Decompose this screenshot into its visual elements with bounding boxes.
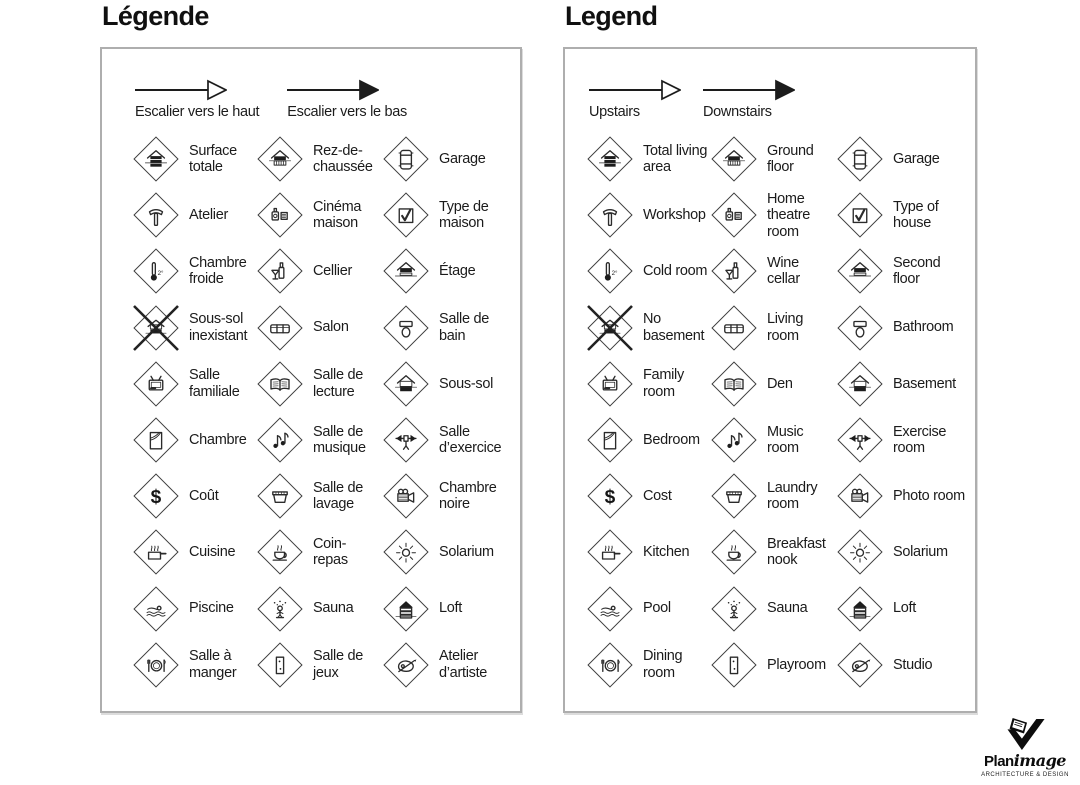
legend-item-label: Studio bbox=[893, 656, 933, 673]
wine-cellar-icon bbox=[708, 245, 760, 297]
planimage-logo-icon bbox=[1002, 717, 1048, 752]
breakfast-nook-icon bbox=[254, 526, 306, 578]
planimage-logo-tagline: ARCHITECTURE & DESIGN bbox=[981, 772, 1069, 778]
legend-item-label: Cost bbox=[643, 487, 672, 504]
legend-item bbox=[130, 583, 254, 635]
upstairs-arrow-label: Upstairs bbox=[589, 104, 640, 120]
legend-item bbox=[834, 583, 975, 635]
legend-item-label: Pool bbox=[643, 600, 671, 617]
dining-room-icon bbox=[584, 639, 636, 691]
legend-item bbox=[834, 133, 975, 185]
legend-item-label: Total living area bbox=[643, 142, 708, 176]
studio-icon bbox=[834, 639, 886, 691]
legend-item bbox=[380, 526, 520, 578]
workshop-icon bbox=[584, 189, 636, 241]
legend-item-label: Rez-de-chaussée bbox=[313, 142, 373, 176]
legend-item-label: Cinéma maison bbox=[313, 198, 362, 232]
bedroom-icon bbox=[130, 414, 182, 466]
legend-item-label: Solarium bbox=[893, 544, 948, 561]
pool-icon bbox=[130, 583, 182, 635]
legend-item bbox=[708, 639, 834, 691]
svg-text:$: $ bbox=[604, 486, 616, 508]
legend-item bbox=[834, 639, 975, 691]
legend-item bbox=[834, 189, 975, 241]
legend-item-label: Exercise room bbox=[893, 423, 947, 457]
loft-icon bbox=[380, 583, 432, 635]
legend-item bbox=[254, 583, 380, 635]
legend-item bbox=[584, 639, 708, 691]
no-basement-icon bbox=[584, 302, 636, 354]
legend-item bbox=[708, 245, 834, 297]
logo-text-plan: Plan bbox=[984, 753, 1014, 770]
breakfast-nook-icon bbox=[708, 526, 760, 578]
legend-item bbox=[834, 470, 975, 522]
legend-item-label: Sauna bbox=[313, 600, 354, 617]
legend-item-label: Chambre bbox=[189, 431, 247, 448]
legend-item bbox=[584, 414, 708, 466]
legend-item-label: Salle de lecture bbox=[313, 367, 363, 400]
legend-item bbox=[584, 133, 708, 185]
basement-icon bbox=[380, 358, 432, 410]
family-room-icon bbox=[584, 358, 636, 410]
svg-text:2°: 2° bbox=[611, 269, 618, 277]
second-floor-icon bbox=[834, 245, 886, 297]
legend-item bbox=[254, 133, 380, 185]
legend-item-label: Atelier d’artiste bbox=[439, 648, 488, 681]
stairs-down-legend bbox=[287, 79, 407, 120]
photo-room-icon bbox=[834, 470, 886, 522]
legend-item bbox=[584, 583, 708, 635]
stairs-arrows bbox=[565, 49, 975, 131]
legend-item bbox=[130, 133, 254, 185]
legend-item-label: Surface totale bbox=[189, 142, 237, 176]
legend-panel-fr bbox=[100, 47, 522, 713]
no-basement-icon bbox=[130, 302, 182, 354]
legend-item-label: Type de maison bbox=[439, 198, 489, 232]
legend-item-label: Type of house bbox=[893, 198, 939, 232]
legend-item bbox=[708, 133, 834, 185]
legend-grid-en bbox=[565, 131, 975, 693]
svg-text:2°: 2° bbox=[157, 269, 164, 277]
legend-item bbox=[584, 245, 708, 297]
legend-item bbox=[380, 470, 520, 522]
legend-item bbox=[584, 358, 708, 410]
solarium-icon bbox=[380, 526, 432, 578]
legend-item bbox=[834, 302, 975, 354]
legend-item-label: Coin-repas bbox=[313, 535, 348, 569]
bedroom-icon bbox=[584, 414, 636, 466]
legend-item-label: Salle de jeux bbox=[313, 648, 363, 681]
legend-item bbox=[380, 639, 520, 691]
legend-item bbox=[708, 583, 834, 635]
legend-item-label: Music room bbox=[767, 423, 804, 457]
legend-item-label: Living room bbox=[767, 311, 804, 344]
legend-item-label: Salle de bain bbox=[439, 311, 489, 344]
kitchen-icon bbox=[584, 526, 636, 578]
legend-item bbox=[584, 189, 708, 241]
exercise-room-icon bbox=[380, 414, 432, 466]
legend-item-label: Kitchen bbox=[643, 544, 690, 561]
legend-title-en: Legend bbox=[565, 1, 658, 31]
legend-item-label: Playroom bbox=[767, 656, 826, 673]
legend-item-label: Sous-sol inexistant bbox=[189, 311, 248, 344]
den-icon bbox=[254, 358, 306, 410]
legend-item-label: Salle familiale bbox=[189, 367, 240, 400]
downstairs-arrow-label: Downstairs bbox=[703, 104, 772, 120]
downstairs-arrow-icon bbox=[703, 79, 795, 101]
legend-item-label: Breakfast nook bbox=[767, 535, 826, 569]
dining-room-icon bbox=[130, 639, 182, 691]
legend-item-label: Cuisine bbox=[189, 544, 236, 561]
legend-item-label: Cold room bbox=[643, 263, 708, 280]
wine-cellar-icon bbox=[254, 245, 306, 297]
legend-item bbox=[254, 302, 380, 354]
legend-item bbox=[834, 414, 975, 466]
upstairs-arrow-icon bbox=[589, 79, 681, 101]
legend-item bbox=[130, 526, 254, 578]
svg-text:$: $ bbox=[150, 486, 162, 508]
planimage-logo-name bbox=[979, 753, 1071, 770]
stairs-down-legend bbox=[703, 79, 795, 120]
legend-item-label: Sauna bbox=[767, 600, 808, 617]
legend-item bbox=[380, 302, 520, 354]
legend-item bbox=[584, 470, 708, 522]
legend-item bbox=[380, 133, 520, 185]
legend-item bbox=[130, 414, 254, 466]
legend-item bbox=[254, 189, 380, 241]
legend-item-label: Chambre noire bbox=[439, 479, 497, 513]
legend-item bbox=[254, 470, 380, 522]
legend-item bbox=[584, 526, 708, 578]
cost-icon bbox=[130, 470, 182, 522]
legend-item-label: Atelier bbox=[189, 207, 228, 224]
legend-item-label: Family room bbox=[643, 367, 684, 400]
legend-item-label: Photo room bbox=[893, 487, 965, 504]
legend-item-label: Basement bbox=[893, 375, 956, 392]
upstairs-arrow-icon bbox=[135, 79, 227, 101]
loft-icon bbox=[834, 583, 886, 635]
legend-item bbox=[708, 470, 834, 522]
legend-item-label: Loft bbox=[439, 600, 462, 617]
den-icon bbox=[708, 358, 760, 410]
sauna-icon bbox=[254, 583, 306, 635]
legend-item-label: Solarium bbox=[439, 544, 494, 561]
legend-item bbox=[380, 189, 520, 241]
legend-item-label: Salle à manger bbox=[189, 648, 237, 681]
downstairs-arrow-label: Escalier vers le bas bbox=[287, 104, 407, 120]
type-of-house-icon bbox=[380, 189, 432, 241]
legend-item-label: Workshop bbox=[643, 207, 706, 224]
legend-item bbox=[708, 358, 834, 410]
legend-item bbox=[380, 358, 520, 410]
legend-item bbox=[130, 639, 254, 691]
legend-item bbox=[380, 245, 520, 297]
garage-icon bbox=[834, 133, 886, 185]
legend-item bbox=[380, 414, 520, 466]
stairs-up-legend bbox=[589, 79, 681, 120]
logo-text-image: image bbox=[1013, 751, 1066, 770]
garage-icon bbox=[380, 133, 432, 185]
legend-item bbox=[254, 639, 380, 691]
legend-item-label: Cellier bbox=[313, 263, 352, 280]
playroom-icon bbox=[708, 639, 760, 691]
cost-icon bbox=[584, 470, 636, 522]
second-floor-icon bbox=[380, 245, 432, 297]
legend-item-label: Salle de lavage bbox=[313, 479, 363, 513]
legend-item bbox=[254, 414, 380, 466]
stairs-arrows bbox=[102, 49, 520, 131]
living-room-icon bbox=[708, 302, 760, 354]
family-room-icon bbox=[130, 358, 182, 410]
music-room-icon bbox=[708, 414, 760, 466]
upstairs-arrow-label: Escalier vers le haut bbox=[135, 104, 260, 120]
music-room-icon bbox=[254, 414, 306, 466]
stairs-up-legend bbox=[135, 79, 259, 120]
legend-item bbox=[254, 245, 380, 297]
total-living-area-icon bbox=[130, 133, 182, 185]
legend-item-label: Bathroom bbox=[893, 319, 954, 336]
legend-item-label: Salle de musique bbox=[313, 423, 366, 457]
legend-item-label: Ground floor bbox=[767, 142, 814, 176]
legend-item bbox=[130, 358, 254, 410]
legend-item-label: Dining room bbox=[643, 648, 683, 681]
legend-item-label: Chambre froide bbox=[189, 254, 247, 288]
legend-item-label: Garage bbox=[439, 150, 486, 167]
legend-item bbox=[254, 526, 380, 578]
workshop-icon bbox=[130, 189, 182, 241]
ground-floor-icon bbox=[708, 133, 760, 185]
home-theatre-icon bbox=[708, 189, 760, 241]
type-of-house-icon bbox=[834, 189, 886, 241]
total-living-area-icon bbox=[584, 133, 636, 185]
legend-item bbox=[380, 583, 520, 635]
laundry-room-icon bbox=[708, 470, 760, 522]
legend-panel-en bbox=[563, 47, 977, 713]
legend-item bbox=[130, 302, 254, 354]
bathroom-icon bbox=[380, 302, 432, 354]
pool-icon bbox=[584, 583, 636, 635]
photo-room-icon bbox=[380, 470, 432, 522]
basement-icon bbox=[834, 358, 886, 410]
living-room-icon bbox=[254, 302, 306, 354]
bathroom-icon bbox=[834, 302, 886, 354]
legend-item bbox=[708, 526, 834, 578]
legend-item bbox=[708, 302, 834, 354]
laundry-room-icon bbox=[254, 470, 306, 522]
legend-item bbox=[130, 470, 254, 522]
solarium-icon bbox=[834, 526, 886, 578]
legend-item bbox=[584, 302, 708, 354]
legend-item bbox=[254, 358, 380, 410]
legend-item-label: Salle d’exercice bbox=[439, 423, 502, 457]
planimage-logo bbox=[979, 717, 1071, 778]
legend-item-label: Bedroom bbox=[643, 431, 700, 448]
legend-item-label: No basement bbox=[643, 311, 705, 344]
legend-item-label: Piscine bbox=[189, 600, 234, 617]
legend-item-label: Laundry room bbox=[767, 479, 818, 513]
legend-item bbox=[834, 245, 975, 297]
legend-item-label: Loft bbox=[893, 600, 916, 617]
studio-icon bbox=[380, 639, 432, 691]
legend-item-label: Coût bbox=[189, 487, 219, 504]
legend-item-label: Home theatre room bbox=[767, 190, 811, 240]
legend-item bbox=[834, 526, 975, 578]
legend-item-label: Garage bbox=[893, 150, 940, 167]
legend-item-label: Étage bbox=[439, 263, 476, 280]
legend-item bbox=[130, 245, 254, 297]
playroom-icon bbox=[254, 639, 306, 691]
legend-item-label: Den bbox=[767, 375, 793, 392]
legend-item-label: Salon bbox=[313, 319, 349, 336]
home-theatre-icon bbox=[254, 189, 306, 241]
legend-item-label: Wine cellar bbox=[767, 254, 800, 288]
downstairs-arrow-icon bbox=[287, 79, 379, 101]
legend-item bbox=[708, 189, 834, 241]
legend-item-label: Sous-sol bbox=[439, 375, 494, 392]
cold-room-icon bbox=[130, 245, 182, 297]
legend-grid-fr bbox=[102, 131, 520, 693]
legend-item bbox=[130, 189, 254, 241]
ground-floor-icon bbox=[254, 133, 306, 185]
legend-item bbox=[708, 414, 834, 466]
legend-item-label: Second floor bbox=[893, 254, 941, 288]
sauna-icon bbox=[708, 583, 760, 635]
legend-item bbox=[834, 358, 975, 410]
legend-title-fr: Légende bbox=[102, 1, 209, 31]
kitchen-icon bbox=[130, 526, 182, 578]
cold-room-icon bbox=[584, 245, 636, 297]
exercise-room-icon bbox=[834, 414, 886, 466]
